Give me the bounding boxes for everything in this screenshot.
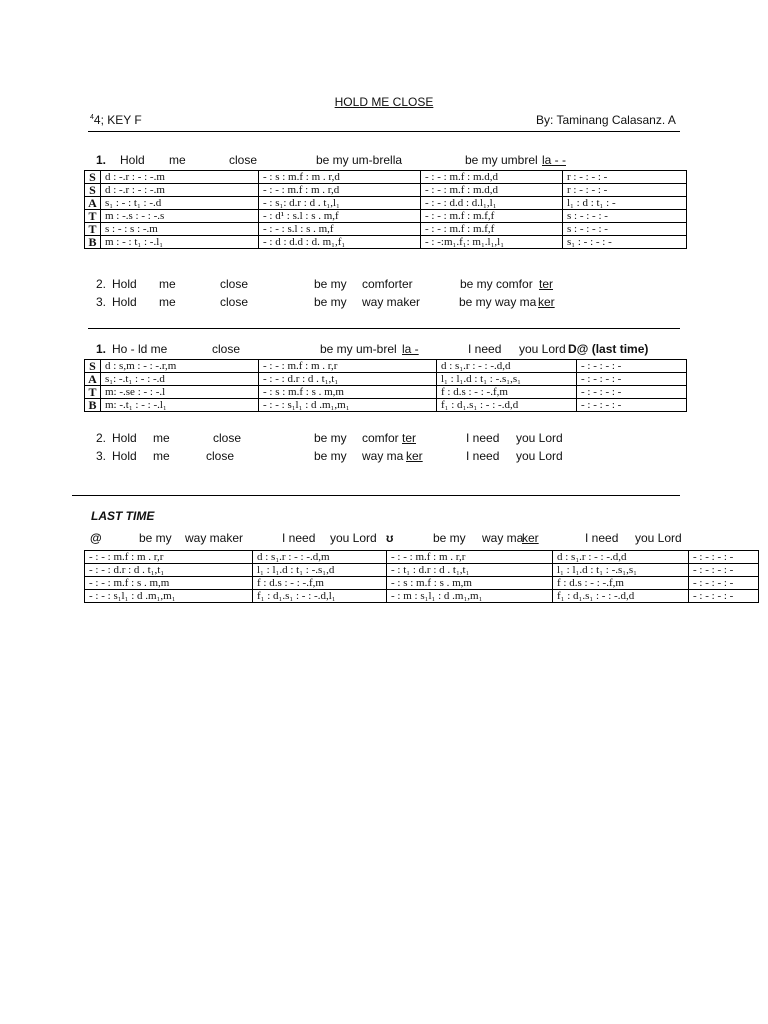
cell: - : - : - : - xyxy=(577,360,687,373)
part-label: S xyxy=(85,171,101,184)
lyric-word: ker xyxy=(538,295,555,309)
lyric-num: 3. xyxy=(96,449,107,463)
cell: m: -.se : - : -.l xyxy=(101,386,259,399)
section1-solfa-table xyxy=(84,170,687,249)
lyric-word: you Lord xyxy=(330,531,377,545)
section3-lyric-line xyxy=(90,531,760,545)
lyric-word: you Lord xyxy=(516,431,563,445)
cell: - : - : - : - xyxy=(689,590,759,603)
lyric-word: ter xyxy=(539,277,554,291)
lyric-num: 3. xyxy=(96,295,107,309)
lyric-word: way ma xyxy=(362,449,404,463)
lyric-word: way maker xyxy=(362,295,421,309)
header-divider xyxy=(88,131,680,132)
lyric-word: me xyxy=(153,449,170,463)
cell: - : - : m.f : m.f,f xyxy=(421,210,563,223)
part-label: T xyxy=(85,210,101,223)
table-row xyxy=(85,551,759,564)
section1-lyric-line2 xyxy=(96,277,656,291)
lyric-word: be my um-brel xyxy=(320,342,397,356)
cell: - : - : - : - xyxy=(577,373,687,386)
section1-lyric-line3 xyxy=(96,295,656,309)
cell: - : - : m.f : m . r,r xyxy=(85,551,253,564)
segno-marker: @ xyxy=(90,531,102,545)
cell: - : m : s₁l₁ : d .m₁,m₁ xyxy=(387,590,553,603)
part-label: B xyxy=(85,399,101,412)
part-label: B xyxy=(85,236,101,249)
last-time-heading: LAST TIME xyxy=(91,509,155,523)
part-label: T xyxy=(85,223,101,236)
cell: - : - : m.f : m.d,d xyxy=(421,171,563,184)
table-row xyxy=(85,386,687,399)
lyric-word: way maker xyxy=(185,531,244,545)
section2-lyric-line2 xyxy=(96,431,696,445)
cell: - : - : m.f : m.f,f xyxy=(421,223,563,236)
author: By: Taminang Calasanz. A xyxy=(536,113,676,127)
lyric-word: be my xyxy=(139,531,172,545)
cell: l₁ : l₁.d : t₁ : -.s₁,s₁ xyxy=(553,564,689,577)
cell: - : d : d.d : d. m₁,f₁ xyxy=(259,236,421,249)
lyric-num: 1. xyxy=(96,153,107,167)
lyric-word: ter xyxy=(402,431,417,445)
table-row xyxy=(85,564,759,577)
cell: m: -.t₁ : - : -.l₁ xyxy=(101,399,259,412)
cell: - : s : m.f : s . m,m xyxy=(387,577,553,590)
lyric-word: I need xyxy=(585,531,619,545)
cell: d : -.r : - : -.m xyxy=(101,184,259,197)
lyric-word: la - - xyxy=(542,153,566,167)
lyric-word: close xyxy=(220,277,249,291)
cell: f : d.s : - : -.f,m xyxy=(437,386,577,399)
cell: s : - : s : -.m xyxy=(101,223,259,236)
lyric-word: way ma xyxy=(482,531,524,545)
cell: f₁ : d₁.s₁ : - : -.d,d xyxy=(437,399,577,412)
lyric-word: close xyxy=(229,153,258,167)
lyric-word: be my xyxy=(314,431,347,445)
lyric-word: me xyxy=(169,153,186,167)
lyric-word: Hold xyxy=(112,277,137,291)
lyric-word: be my xyxy=(314,449,347,463)
cell: - : - : m.f : m . r,r xyxy=(387,551,553,564)
cell: - : - : - : - xyxy=(689,577,759,590)
cell: - : - : m.f : m.d,d xyxy=(421,184,563,197)
section2-solfa-table xyxy=(84,359,687,412)
section2-lyric-line3 xyxy=(96,449,696,463)
section3-solfa-table xyxy=(84,550,759,603)
cell: m : - : t₁ : -.l₁ xyxy=(101,236,259,249)
lyric-word: Hold xyxy=(112,449,137,463)
lyric-word: you Lord xyxy=(519,342,566,356)
cell: - : - : s₁l₁ : d .m₁,m₁ xyxy=(259,399,437,412)
lyric-word: close xyxy=(212,342,241,356)
lyric-word: I need xyxy=(466,449,500,463)
lyric-num: 2. xyxy=(96,431,107,445)
cell: - : - : - : - xyxy=(689,564,759,577)
cell: - : - : d.d : d.l₁,l₁ xyxy=(421,197,563,210)
lyric-num: 2. xyxy=(96,277,107,291)
lyric-word: comforter xyxy=(362,277,413,291)
cell: s : - : - : - xyxy=(563,223,687,236)
cell: - : - : m.f : m . r,d xyxy=(259,184,421,197)
lyric-word: you Lord xyxy=(635,531,682,545)
section2-lyric-line1 xyxy=(96,342,696,356)
lyric-word: ker xyxy=(406,449,423,463)
cell: l₁ : d : t₁ : - xyxy=(563,197,687,210)
cell: - : s : m.f : m . r,d xyxy=(259,171,421,184)
cell: l₁ : l₁.d : t₁ : -.s₁,s₁ xyxy=(437,373,577,386)
table-row xyxy=(85,223,687,236)
part-label: A xyxy=(85,197,101,210)
section1-divider xyxy=(88,328,680,329)
cell: s : - : - : - xyxy=(563,210,687,223)
part-label: S xyxy=(85,360,101,373)
cell: s₁: -.t₁ : - : -.d xyxy=(101,373,259,386)
table-row xyxy=(85,590,759,603)
cell: f₁ : d₁.s₁ : - : -.d,d xyxy=(553,590,689,603)
lyric-word: comfor xyxy=(362,431,399,445)
section2-divider xyxy=(72,495,680,496)
time-sup: 4 xyxy=(90,114,94,121)
song-title: HOLD ME CLOSE xyxy=(334,95,434,109)
table-row xyxy=(85,197,687,210)
lyric-word: be my um-brella xyxy=(316,153,403,167)
cell: d : s₁.r : - : -.d,m xyxy=(253,551,387,564)
lyric-word: I need xyxy=(468,342,502,356)
key-text: 4; KEY F xyxy=(93,113,142,127)
lyric-word: Ho - ld me xyxy=(112,342,168,356)
lyric-word: be my way ma xyxy=(459,295,537,309)
lyric-word: close xyxy=(206,449,235,463)
time-key-signature xyxy=(90,113,142,127)
cell: - : - : d.r : d . t₁,t₁ xyxy=(85,564,253,577)
cell: s₁ : - : t₁ : -.d xyxy=(101,197,259,210)
table-row xyxy=(85,210,687,223)
part-label: A xyxy=(85,373,101,386)
cell: d : s,m : - : -.r,m xyxy=(101,360,259,373)
lyric-word: Hold xyxy=(120,153,145,167)
cell: r : - : - : - xyxy=(563,171,687,184)
cell: - : - : m.f : s . m,m xyxy=(85,577,253,590)
lyric-word: me xyxy=(159,277,176,291)
cell: - : - : s.l : s . m,f xyxy=(259,223,421,236)
cell: - : - : d.r : d . t₁,t₁ xyxy=(259,373,437,386)
cell: - : -:m₁.f₁: m₁.l₁,l₁ xyxy=(421,236,563,249)
cell: d : -.r : - : -.m xyxy=(101,171,259,184)
table-row xyxy=(85,373,687,386)
lyric-num: 1. xyxy=(96,342,107,356)
cell: d : s₁.r : - : -.d,d xyxy=(437,360,577,373)
lyric-word: me xyxy=(153,431,170,445)
coda-icon: ʊ xyxy=(386,531,394,545)
table-row xyxy=(85,577,759,590)
lyric-word: I need xyxy=(466,431,500,445)
table-row xyxy=(85,184,687,197)
lyric-word: be my xyxy=(314,295,347,309)
part-label: T xyxy=(85,386,101,399)
table-row xyxy=(85,399,687,412)
table-row xyxy=(85,236,687,249)
part-label: S xyxy=(85,184,101,197)
cell: s₁ : - : - : - xyxy=(563,236,687,249)
lyric-word: be my xyxy=(314,277,347,291)
lyric-word: I need xyxy=(282,531,316,545)
cell: m : -.s : - : -.s xyxy=(101,210,259,223)
cell: - : s : m.f : s . m,m xyxy=(259,386,437,399)
lyric-word: Hold xyxy=(112,295,137,309)
cell: - : s₁: d.r : d . t₁,l₁ xyxy=(259,197,421,210)
lyric-word: me xyxy=(159,295,176,309)
cell: - : d¹ : s.l : s . m,f xyxy=(259,210,421,223)
lyric-word: close xyxy=(213,431,242,445)
lyric-word: Hold xyxy=(112,431,137,445)
cell: f : d.s : - : -.f,m xyxy=(553,577,689,590)
table-row xyxy=(85,360,687,373)
lyric-word: la - xyxy=(402,342,419,356)
section1-lyric-line1 xyxy=(96,153,656,167)
lyric-word: be my comfor xyxy=(460,277,533,291)
cell: - : - : - : - xyxy=(577,399,687,412)
cell: f₁ : d₁.s₁ : - : -.d,l₁ xyxy=(253,590,387,603)
lyric-word: you Lord xyxy=(516,449,563,463)
cell: f : d.s : - : -.f,m xyxy=(253,577,387,590)
lyric-word: close xyxy=(220,295,249,309)
cell: - : t₁ : d.r : d . t₁,t₁ xyxy=(387,564,553,577)
table-row xyxy=(85,171,687,184)
cell: - : - : - : - xyxy=(577,386,687,399)
lyric-word: be my xyxy=(433,531,466,545)
cell: r : - : - : - xyxy=(563,184,687,197)
lyric-word: be my umbrel xyxy=(465,153,538,167)
cell: d : s₁.r : - : -.d,d xyxy=(553,551,689,564)
cell: - : - : m.f : m . r,r xyxy=(259,360,437,373)
cell: - : - : - : - xyxy=(689,551,759,564)
cell: - : - : s₁l₁ : d .m₁,m₁ xyxy=(85,590,253,603)
lyric-word: ker xyxy=(522,531,539,545)
last-time-marker: D@ (last time) xyxy=(568,342,649,356)
cell: l₁ : l₁.d : t₁ : -.s₁,d xyxy=(253,564,387,577)
